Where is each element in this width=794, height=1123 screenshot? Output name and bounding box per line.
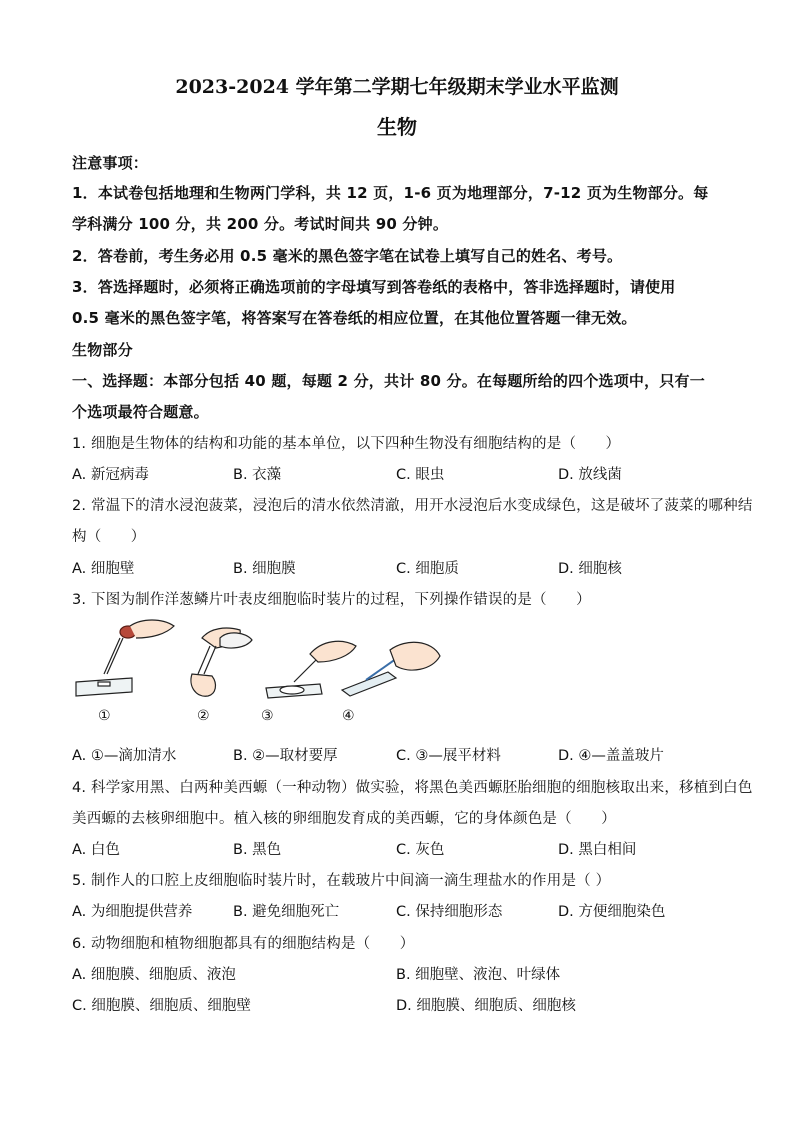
figure-label-2: ② [197,708,210,724]
question-stem: 6. 动物细胞和植物细胞都具有的细胞结构是（ ） [72,936,415,952]
question-stem: 2. 常温下的清水浸泡菠菜，浸泡后的清水依然清澈，用开水浸泡后水变成绿色，这是破坏了菠菜的哪种结 [72,498,753,514]
section-part-label: 生物部分 [72,341,133,359]
option-b: B. 黑色 [233,842,282,858]
figure-label-1: ① [98,708,111,724]
option-d: D. 黑白相间 [558,842,637,858]
note-line: 2．答卷前，考生务必用 0.5 毫米的黑色签字笔在试卷上填写自己的姓名、考号。 [72,247,623,265]
step1-dropper-illustration [76,620,174,696]
option-d: D. 细胞膜、细胞质、细胞核 [396,998,576,1014]
option-c: C. 细胞质 [396,561,459,577]
step4-coverslip-illustration [342,642,440,696]
option-a: A. 为细胞提供营养 [72,904,193,920]
slide-preparation-illustration [70,616,450,728]
question-stem: 1. 细胞是生物体的结构和功能的基本单位，以下四种生物没有细胞结构的是（ ） [72,436,621,452]
section-intro: 个选项最符合题意。 [72,403,209,421]
option-d: D. 放线菌 [558,467,622,483]
option-b: B. ②—取材要厚 [233,748,338,764]
section-intro: 一、选择题：本部分包括 40 题，每题 2 分，共计 80 分。在每题所给的四个选项中，只有一 [72,372,705,390]
option-b: B. 衣藻 [233,467,282,483]
figure-label-3: ③ [261,708,274,724]
question-stem: 4. 科学家用黑、白两种美西螈（一种动物）做实验，将黑色美西螈胚胎细胞的细胞核取出来，移植到白色 [72,780,753,796]
option-d: D. 细胞核 [558,561,622,577]
note-line: 3．答选择题时，必须将正确选项前的字母填写到答卷纸的表格中，答非选择题时，请使用 [72,278,676,296]
option-d: D. 方便细胞染色 [558,904,666,920]
question-stem: 美西螈的去核卵细胞中。植入核的卵细胞发育成的美西螈，它的身体颜色是（ ） [72,811,616,827]
option-b: B. 避免细胞死亡 [233,904,340,920]
option-c: C. ③—展平材料 [396,748,501,764]
exam-title: 2023-2024 学年第二学期七年级期末学业水平监测 [175,76,619,98]
option-b: B. 细胞壁、液泡、叶绿体 [396,967,561,983]
option-a: A. 白色 [72,842,120,858]
subject-title: 生物 [377,115,417,139]
option-c: C. 细胞膜、细胞质、细胞壁 [72,998,251,1014]
option-a: A. ①—滴加清水 [72,748,177,764]
question-stem: 5. 制作人的口腔上皮细胞临时装片时，在载玻片中间滴一滴生理盐水的作用是（ ） [72,873,611,889]
note-line: 学科满分 100 分，共 200 分。考试时间共 90 分钟。 [72,215,449,233]
question-stem: 构（ ） [72,529,146,545]
option-a: A. 细胞壁 [72,561,135,577]
option-c: C. 保持细胞形态 [396,904,503,920]
note-line: 1．本试卷包括地理和生物两门学科，共 12 页，1-6 页为地理部分，7-12 页为生物部分。每 [72,184,709,202]
option-d: D. ④—盖盖玻片 [558,748,664,764]
figure-label-4: ④ [342,708,355,724]
option-c: C. 眼虫 [396,467,445,483]
notes-heading: 注意事项： [72,154,149,172]
option-a: A. 细胞膜、细胞质、液泡 [72,967,236,983]
step2-forceps-illustration [191,628,252,696]
slide-preparation-figure [70,616,450,728]
option-b: B. 细胞膜 [233,561,296,577]
question-stem: 3. 下图为制作洋葱鳞片叶表皮细胞临时装片的过程，下列操作错误的是（ ） [72,592,591,608]
option-c: C. 灰色 [396,842,445,858]
note-line: 0.5 毫米的黑色签字笔，将答案写在答卷纸的相应位置，在其他位置答题一律无效。 [72,309,637,327]
option-a: A. 新冠病毒 [72,467,149,483]
